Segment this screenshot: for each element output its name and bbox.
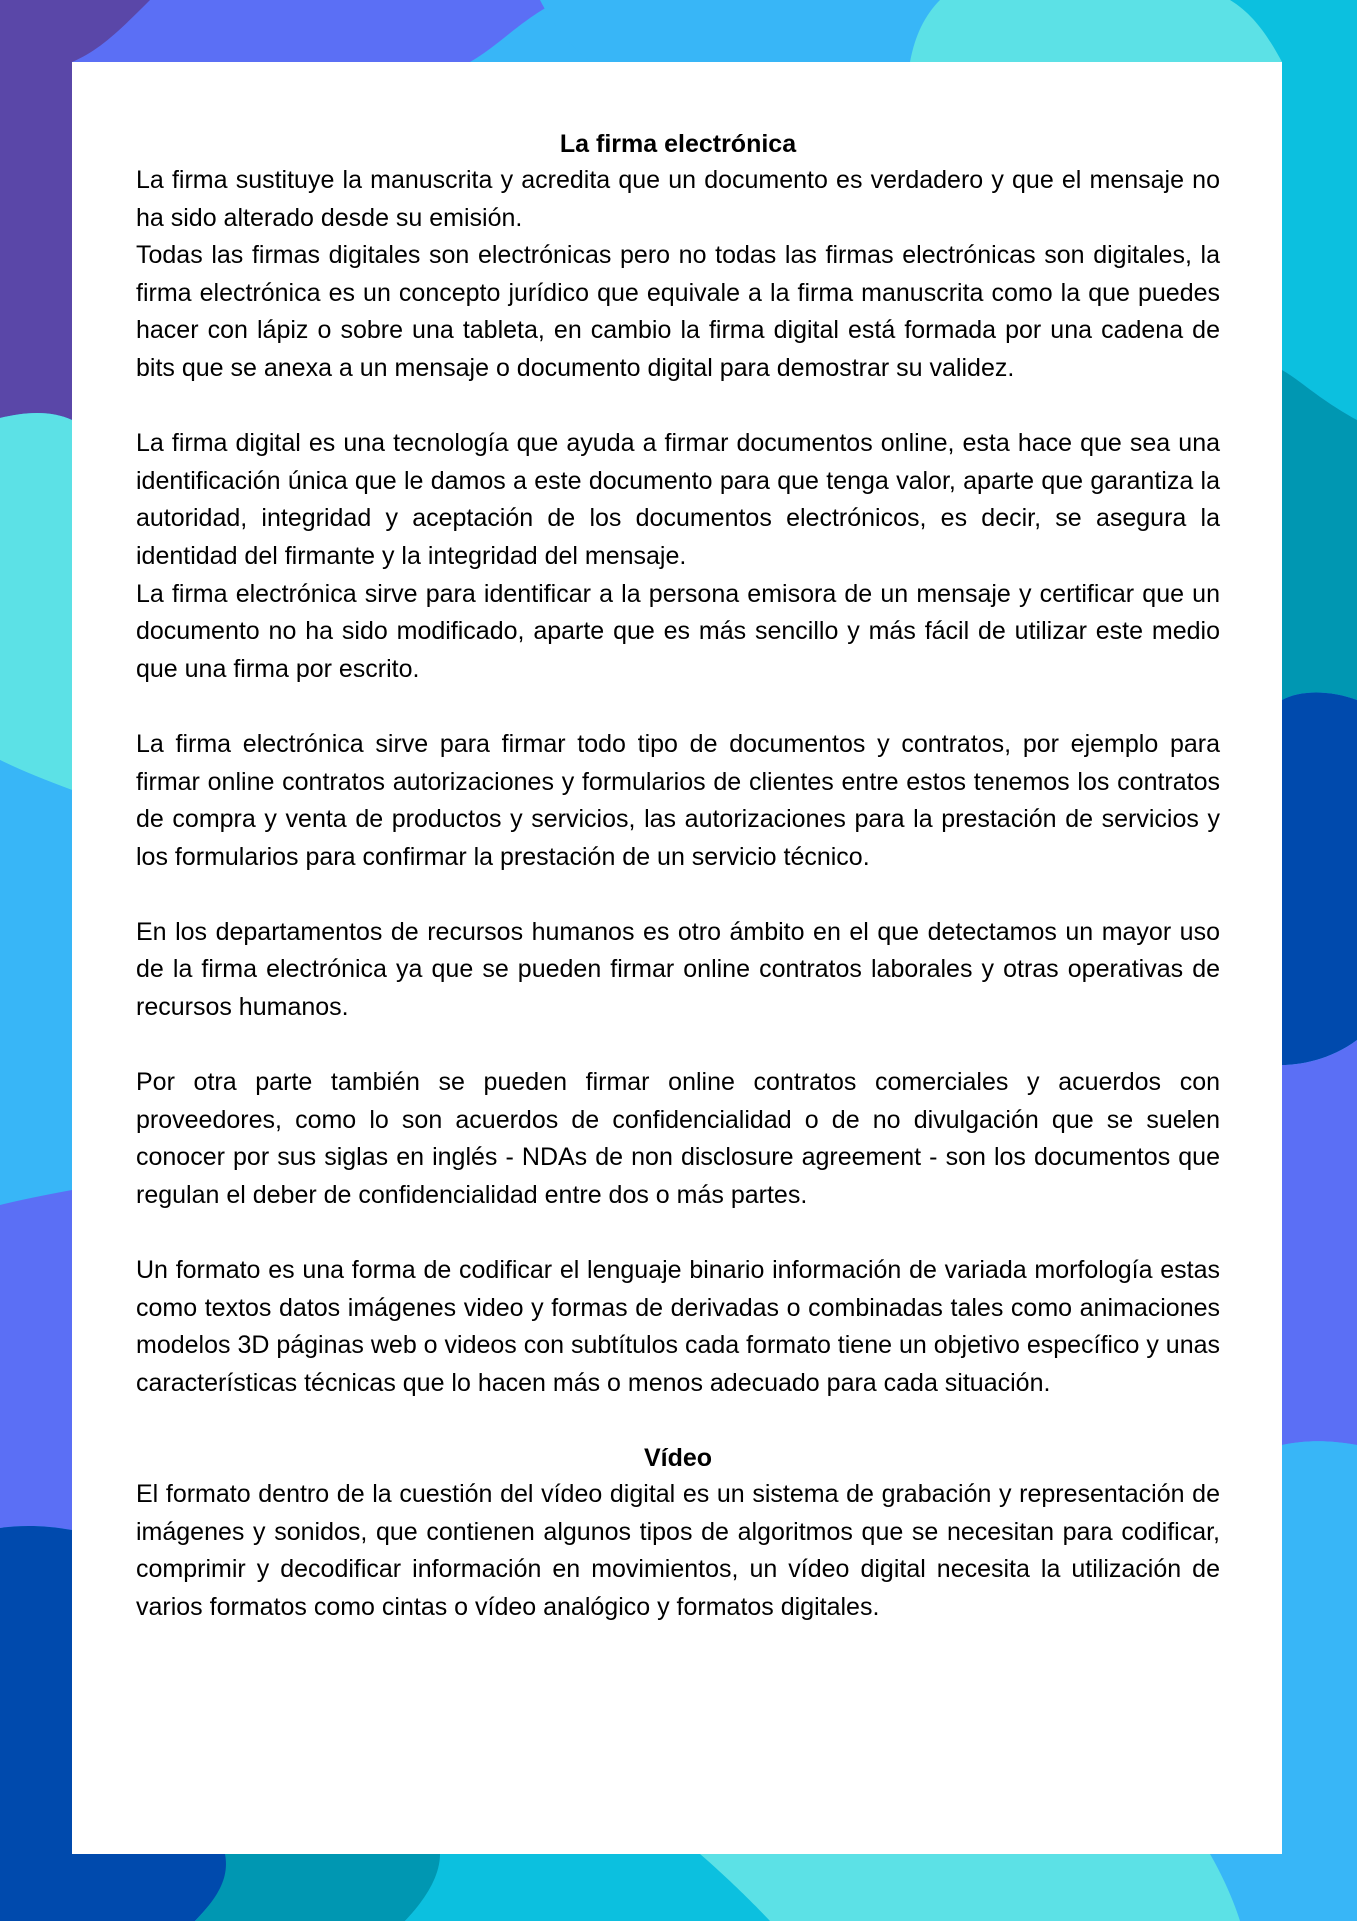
document-page bbox=[72, 62, 1282, 1854]
paragraph-spacer bbox=[136, 1027, 1220, 1065]
paragraph: La firma electrónica sirve para identificar a la persona emisora de un mensaje y certificar que un documento no ha sido modificado, aparte que es más sencillo y más fácil de utilizar este medio que una firma por escrito. bbox=[136, 579, 1220, 683]
section-heading-video: Vídeo bbox=[643, 1444, 713, 1473]
paragraph: Por otra parte también se pueden firmar online contratos comerciales y acuerdos con proveedores, como lo son acuerdos de confidencialidad o de no divulgación que se suelen conocer por sus siglas en inglés - NDAs de non disclosure agreement - son los documentos que regulan el deber de confidencialidad entre dos o más partes. bbox=[136, 1068, 1220, 1210]
paragraph-spacer bbox=[136, 1403, 1220, 1441]
paragraph-spacer bbox=[136, 1215, 1220, 1253]
paragraph: Un formato es una forma de codificar el lenguaje binario información de variada morfología estas como textos datos imágenes video y formas de derivadas o combinadas tales como animaciones modelos 3D páginas web o videos con subtítulos cada formato tiene un objetivo específico y unas características técnicas que lo hacen más o menos adecuado para cada situación. bbox=[136, 1256, 1220, 1397]
background-blob-cyan-bottom bbox=[700, 1854, 1240, 1921]
paragraph: El formato dentro de la cuestión del vídeo digital es un sistema de grabación y representación de imágenes y sonidos, que contienen algunos tipos de algoritmos que se necesitan para codificar, comprimir y decodificar información en movimientos, un vídeo digital necesita la utilización de varios formatos como cintas o vídeo analógico y formatos digitales. bbox=[136, 1480, 1220, 1621]
paragraph: La firma sustituye la manuscrita y acredita que un documento es verdadero y que el mensaje no ha sido alterado desde su emisión. bbox=[136, 166, 1220, 232]
background-blob-navy-left bbox=[0, 1526, 72, 1854]
paragraph-spacer bbox=[136, 388, 1220, 426]
background-blob-indigo-right bbox=[1282, 1040, 1357, 1445]
paragraph: En los departamentos de recursos humanos es otro ámbito en el que detectamos un mayor uso de la firma electrónica ya que se pueden firmar online contratos laborales y otras operativas de recursos humanos. bbox=[136, 917, 1220, 1022]
paragraph-spacer bbox=[136, 876, 1220, 914]
background-blob-navy-bottom bbox=[0, 1854, 240, 1921]
background-blob-sky-top bbox=[540, 0, 960, 62]
background-blob-cyan-left bbox=[0, 413, 72, 790]
paragraph: Todas las firmas digitales son electrónicas pero no todas las firmas electrónicas son digitales, la firma electrónica es un concepto jurídico que equivale a la firma manuscrita como la que puedes hacer con lápiz o sobre una tableta, en cambio la firma digital está formada por una cadena de bits que se anexa a un mensaje o documento digital para demostrar su validez. bbox=[136, 241, 1220, 382]
paragraph: La firma digital es una tecnología que ayuda a firmar documentos online, esta hace que sea una identificación única que le damos a este documento para que tenga valor, aparte que garantiza la autoridad, integridad y aceptación de los documentos electrónicos, es decir, se asegura la identidad del firmante y la integridad del mensaje. bbox=[136, 429, 1220, 570]
paragraph-spacer bbox=[136, 688, 1220, 726]
background-blob-deep-teal-right bbox=[1282, 370, 1357, 700]
background-blob-sky-left bbox=[0, 760, 72, 1205]
paragraph: La firma electrónica sirve para firmar todo tipo de documentos y contratos, por ejemplo para firmar online contratos autorizaciones y formularios de clientes entre estos tenemos los contratos de compra y venta de productos y servicios, las autorizaciones para la prestación de servicios y los formularios para confirmar la prestación de un servicio técnico. bbox=[136, 729, 1220, 871]
background-blob-navy-right bbox=[1282, 693, 1357, 1066]
background-blob-indigo-left bbox=[0, 1190, 72, 1530]
section-heading-firma: La firma electrónica bbox=[559, 130, 797, 158]
